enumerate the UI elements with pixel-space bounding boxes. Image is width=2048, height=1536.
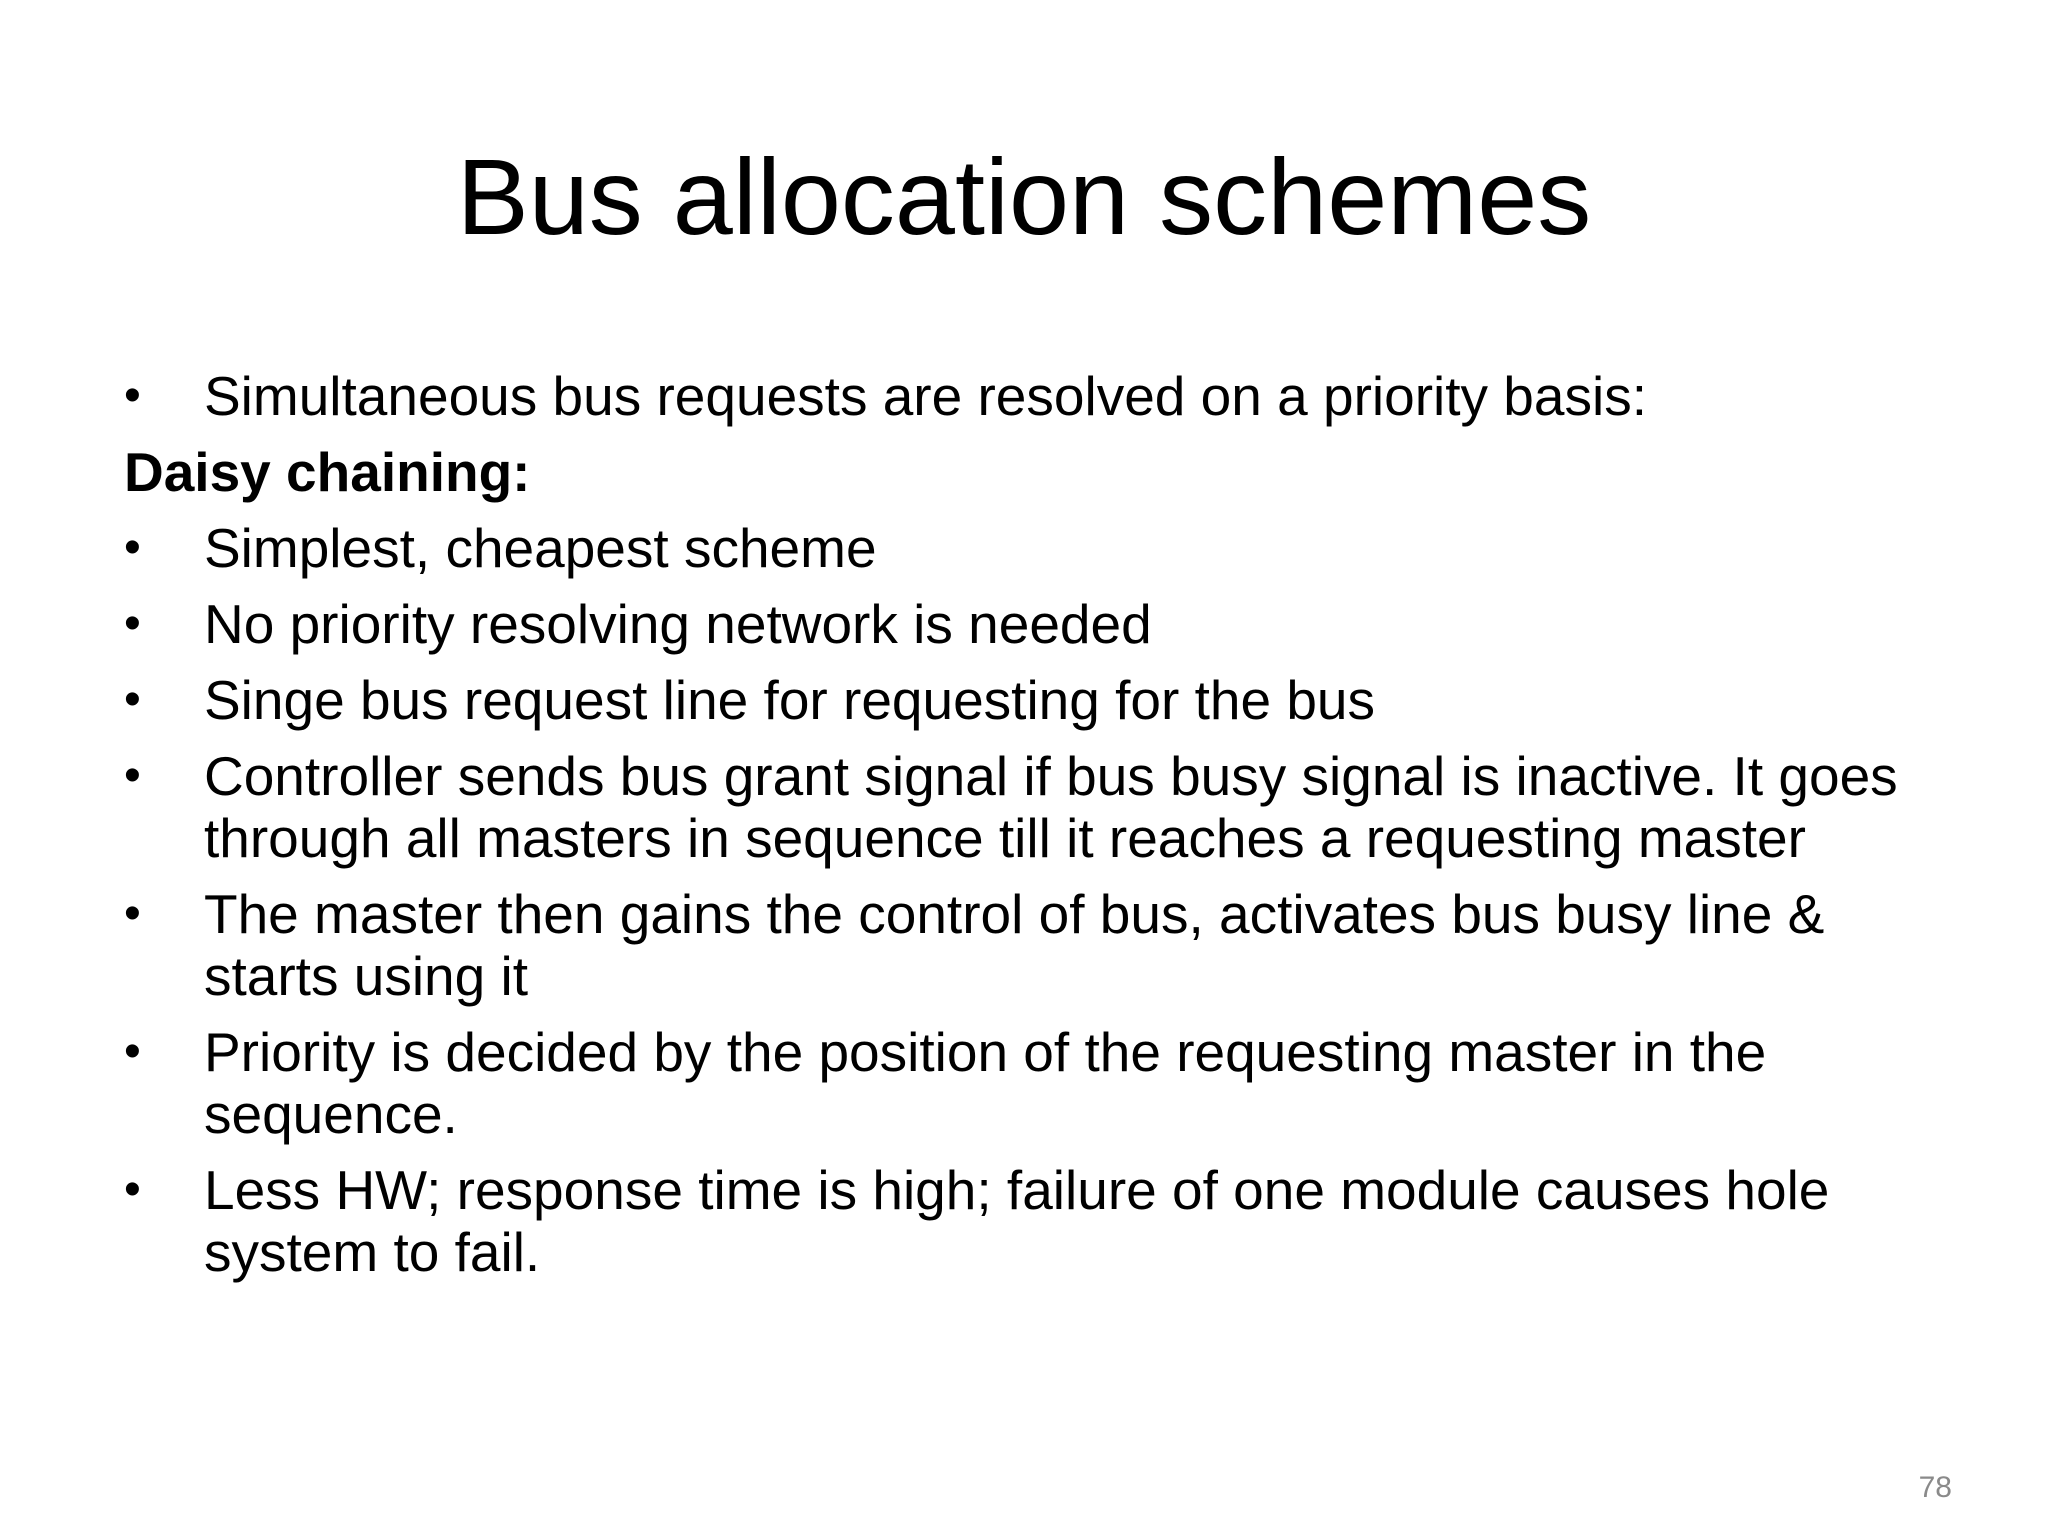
page-number: 78 (1918, 1471, 1952, 1504)
bullet-icon: • (124, 369, 141, 422)
bullet-icon: • (124, 521, 141, 574)
bullet-icon: • (124, 673, 141, 726)
bullet-item (124, 745, 1944, 869)
bullet-icon: • (124, 597, 141, 650)
bullet-item (124, 517, 1944, 579)
bullet-text: Singe bus request line for requesting for the bus (204, 669, 1376, 731)
bullet-text: No priority resolving network is needed (204, 593, 1152, 655)
bullet-item (124, 593, 1944, 655)
section-subheading: Daisy chaining: (124, 441, 531, 503)
slide-title: Bus allocation schemes (456, 136, 1592, 257)
bullet-text: Controller sends bus grant signal if bus busy signal is inactive. It goes through all masters in sequence till it reaches a requesting master (204, 745, 1898, 869)
bullet-item (124, 1021, 1944, 1145)
bullet-text: Less HW; response time is high; failure of one module causes hole system to fail. (204, 1159, 1830, 1283)
bullet-item (124, 883, 1944, 1007)
bullet-item (124, 365, 1944, 427)
bullet-icon: • (124, 749, 141, 802)
bullet-icon: • (124, 1025, 141, 1078)
bullet-text: Simultaneous bus requests are resolved on a priority basis: (204, 365, 1647, 427)
bullet-text: Priority is decided by the position of the requesting master in the sequence. (204, 1021, 1767, 1145)
bullet-item (124, 669, 1944, 731)
bullet-icon: • (124, 887, 141, 940)
slide-body (124, 365, 1944, 1297)
bullet-icon: • (124, 1163, 141, 1216)
bullet-item (124, 1159, 1944, 1283)
bullet-text: Simplest, cheapest scheme (204, 517, 877, 579)
bullet-text: The master then gains the control of bus, activates bus busy line & starts using it (204, 883, 1825, 1007)
